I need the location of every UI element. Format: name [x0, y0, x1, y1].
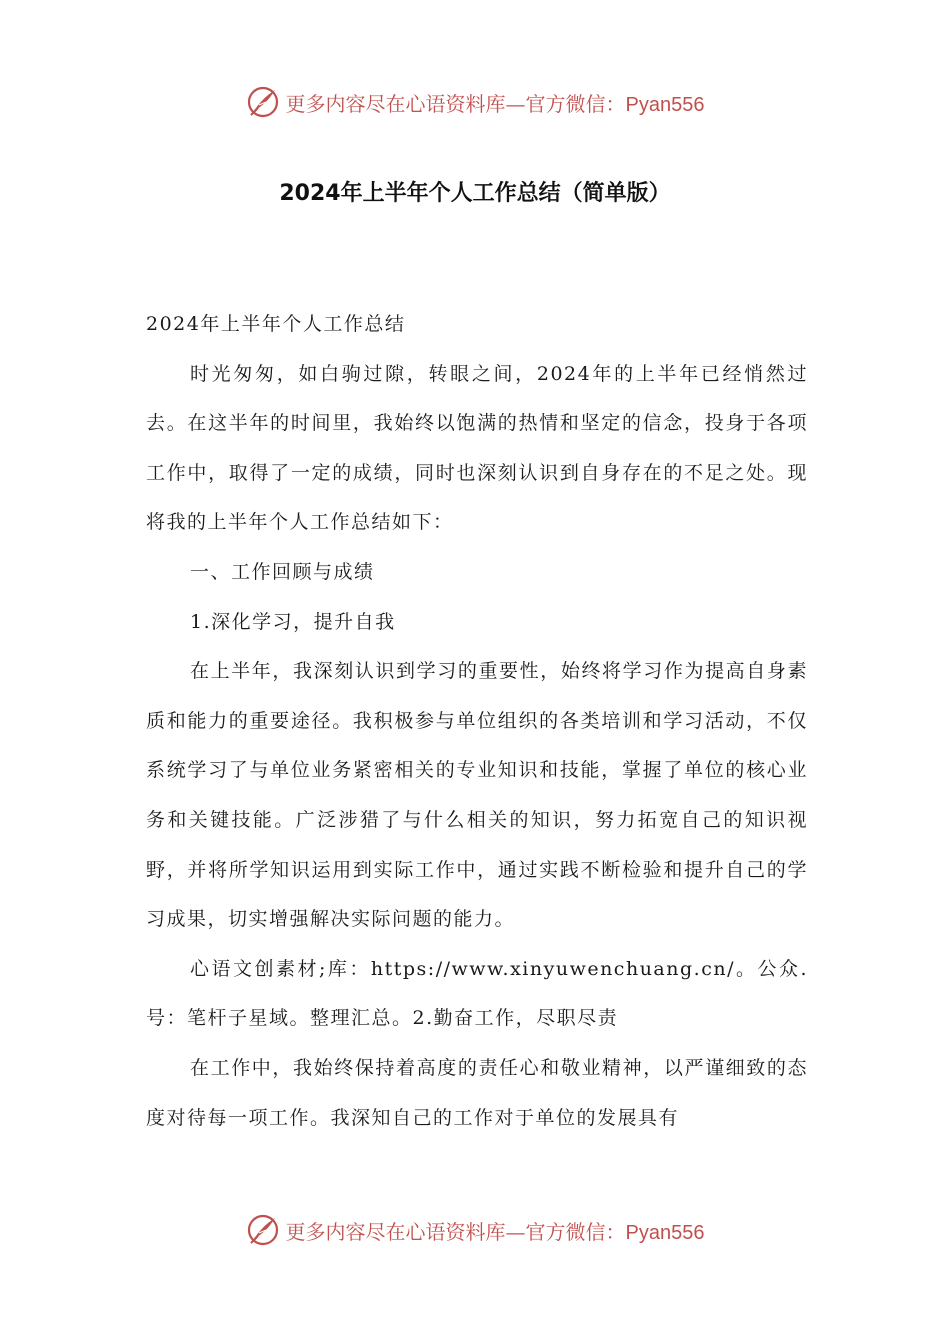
header-wechat-id: Pyan556 [625, 93, 705, 116]
document-title: 2024年上半年个人工作总结（简单版） [279, 181, 671, 206]
subtitle-paragraph: 2024年上半年个人工作总结 [146, 313, 406, 335]
header-banner [0, 80, 950, 124]
quill-pen-logo-icon [246, 1213, 280, 1247]
body-paragraph: 在上半年，我深刻认识到学习的重要性，始终将学习作为提高自身素质和能力的重要途径。我积极参与单位组织的各类培训和学习活动，不仅系统学习了与单位业务紧密相关的专业知识和技能，掌握了单位的核心业务和关键技能。广泛涉猎了与什么相关的知识，努力拓宽自己的知识视野，并将所学知识运用到实际工作中，通过实践不断检验和提升自己的学习成果，切实增强解决实际问题的能力。 [146, 660, 808, 931]
header-banner-text: 更多内容尽在心语资料库—官方微信：Pyan556 [285, 91, 705, 116]
subsection-heading: 1.深化学习，提升自我 [190, 610, 396, 633]
document-body [146, 300, 808, 1143]
footer-banner-text: 更多内容尽在心语资料库—官方微信：Pyan556 [285, 1219, 705, 1244]
footer-wechat-id: Pyan556 [625, 1221, 705, 1244]
body-paragraph: 在工作中，我始终保持着高度的责任心和敬业精神，以严谨细致的态度对待每一项工作。我深知自己的工作对于单位的发展具有 [146, 1056, 808, 1129]
intro-paragraph: 时光匆匆，如白驹过隙，转眼之间，2024年的上半年已经悄然过去。在这半年的时间里，我始终以饱满的热情和坚定的信念，投身于各项工作中，取得了一定的成绩，同时也深刻认识到自身存在的不足之处。现将我的上半年个人工作总结如下： [146, 362, 808, 534]
footer-banner [0, 1208, 950, 1252]
section-heading: 一、工作回顾与成绩 [190, 560, 375, 583]
source-note-paragraph: 心语文创素材;库：https://www.xinyuwenchuang.cn/。公众.号：笔杆子星域。整理汇总。2.勤奋工作，尽职尽责 [146, 957, 808, 1030]
quill-pen-logo-icon [246, 85, 280, 119]
